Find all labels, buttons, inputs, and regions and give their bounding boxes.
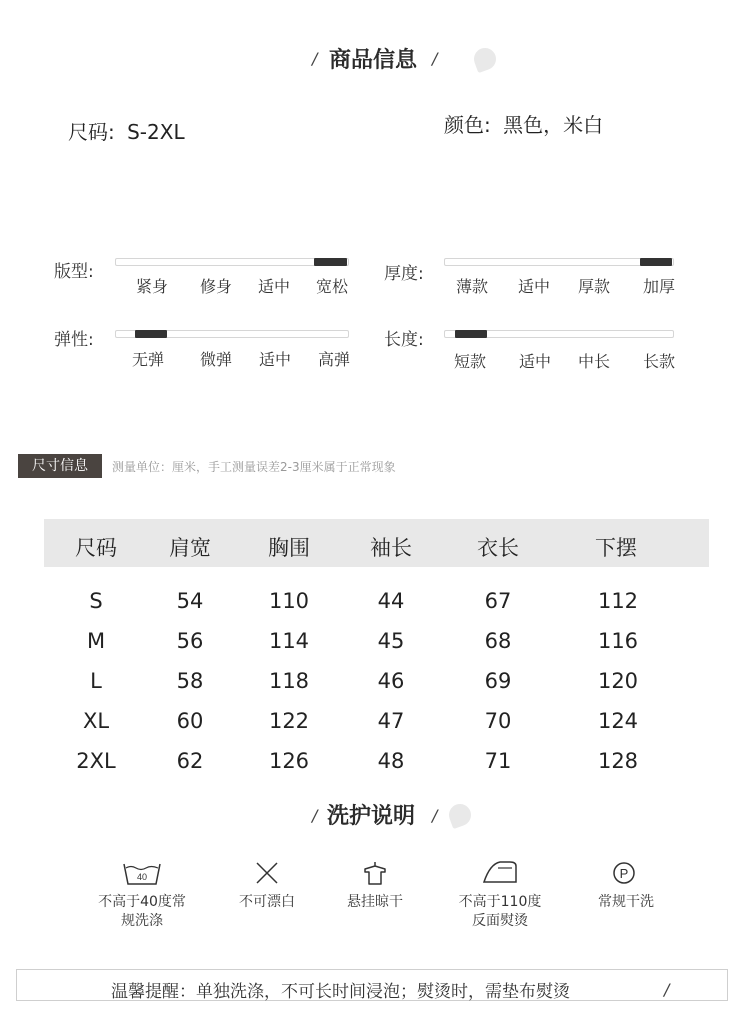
title-slash-right: / [432, 806, 438, 825]
decorative-blob [471, 45, 499, 73]
attr-option: 短款 [453, 352, 487, 371]
attr-option: 薄款 [455, 277, 489, 296]
table-header-cell: 袖长 [370, 536, 412, 560]
attr-marker [640, 258, 672, 266]
table-cell: XL [82, 709, 110, 733]
attr-label: 版型: [54, 262, 94, 282]
size-label: 尺码: [68, 120, 115, 144]
title-slash-left: / [312, 806, 318, 825]
attr-option: 适中 [518, 352, 552, 371]
table-header-cell: 胸围 [268, 536, 310, 560]
care-label-line: 常规干洗 [598, 894, 654, 910]
attr-label: 厚度: [384, 264, 424, 284]
wash-40-icon [122, 860, 162, 890]
measurement-note: 测量单位：厘米，手工测量误差2-3厘米属于正常现象 [112, 460, 396, 474]
table-cell: 56 [176, 629, 204, 653]
table-cell: 62 [176, 749, 204, 773]
attr-option: 中长 [577, 352, 611, 371]
dry-clean-icon [611, 860, 637, 890]
attr-marker [455, 330, 487, 338]
wash-temp-text: 40 [136, 872, 148, 882]
color-label: 颜色: [444, 113, 491, 137]
table-cell: 71 [484, 749, 512, 773]
care-label-line: 规洗涤 [120, 913, 163, 929]
table-cell: 118 [268, 669, 310, 693]
size-info-tag: 尺寸信息 [18, 454, 102, 478]
table-cell: 60 [176, 709, 204, 733]
color-value: 黑色，米白 [503, 113, 604, 137]
table-cell: 114 [268, 629, 310, 653]
dry-clean-text: P [619, 866, 629, 881]
care-label-line: 不高于40度常 [98, 894, 186, 910]
care-label-line: 不可漂白 [239, 894, 295, 910]
iron-110-icon [480, 858, 520, 890]
attr-option: 微弹 [199, 350, 233, 369]
product-info-title: 商品信息 [329, 48, 418, 73]
table-cell: 44 [377, 589, 405, 613]
care-label [239, 893, 295, 912]
table-cell: 54 [176, 589, 204, 613]
table-cell: 126 [268, 749, 310, 773]
table-cell: S [89, 589, 103, 613]
table-header-cell: 肩宽 [169, 536, 211, 560]
care-label [459, 893, 542, 931]
hang-dry-icon [361, 860, 389, 890]
table-cell: 128 [597, 749, 639, 773]
table-cell: M [86, 629, 106, 653]
attr-option: 修身 [199, 277, 233, 296]
table-cell: 45 [377, 629, 405, 653]
care-label [98, 893, 186, 931]
attr-marker [314, 258, 347, 266]
title-slash-left: / [312, 49, 318, 68]
table-cell: 68 [484, 629, 512, 653]
table-cell: 120 [597, 669, 639, 693]
table-cell: 116 [597, 629, 639, 653]
care-label-line: 反面熨烫 [471, 913, 528, 929]
care-label [347, 893, 403, 912]
attr-option: 适中 [517, 277, 551, 296]
table-cell: 122 [268, 709, 310, 733]
no-bleach-icon [254, 860, 280, 890]
table-header-cell: 下摆 [595, 536, 637, 560]
table-cell: 70 [484, 709, 512, 733]
attr-option: 无弹 [131, 350, 165, 369]
size-info [68, 116, 185, 145]
attr-option: 适中 [257, 277, 291, 296]
decorative-blob [446, 801, 474, 829]
table-cell: 46 [377, 669, 405, 693]
attr-option: 加厚 [642, 277, 676, 296]
table-cell: 69 [484, 669, 512, 693]
color-info [444, 109, 603, 138]
table-cell: 48 [377, 749, 405, 773]
attr-marker [135, 330, 167, 338]
care-title: 洗护说明 [327, 804, 416, 829]
attr-label: 长度: [384, 330, 424, 350]
table-header-cell: 尺码 [75, 536, 117, 560]
table-cell: 67 [484, 589, 512, 613]
attr-option: 高弹 [317, 350, 351, 369]
table-cell: 47 [377, 709, 405, 733]
attr-option: 厚款 [577, 277, 611, 296]
size-value: S-2XL [127, 120, 185, 144]
care-label [598, 893, 654, 912]
table-cell: 112 [597, 589, 639, 613]
table-header-cell: 衣长 [477, 536, 519, 560]
title-slash-right: / [432, 49, 438, 68]
table-cell: 124 [597, 709, 639, 733]
table-cell: 2XL [76, 749, 116, 773]
attr-option: 紧身 [135, 277, 169, 296]
table-cell: 58 [176, 669, 204, 693]
care-label-line: 悬挂晾干 [347, 894, 403, 910]
care-label-line: 不高于110度 [458, 894, 542, 910]
attr-option: 长款 [642, 352, 676, 371]
attr-option: 宽松 [315, 277, 349, 296]
care-tip: 温馨提醒：单独洗涤，不可长时间浸泡；熨烫时，需垫布熨烫 [111, 982, 570, 1002]
attr-option: 适中 [258, 350, 292, 369]
table-cell: L [90, 669, 102, 693]
table-cell: 110 [268, 589, 310, 613]
tip-slash: / [664, 980, 670, 999]
attr-label: 弹性: [54, 330, 94, 350]
